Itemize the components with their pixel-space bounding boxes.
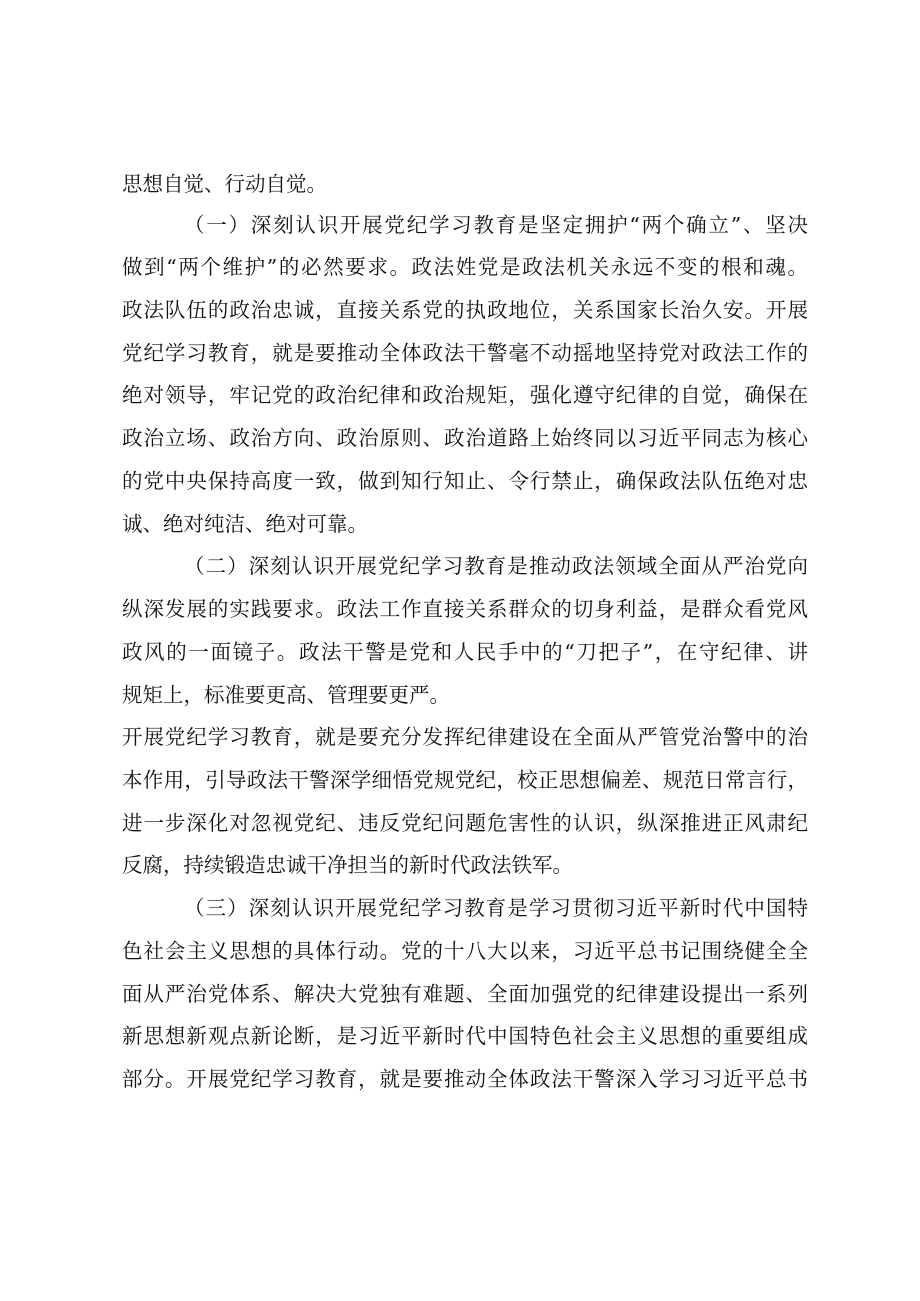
text-line: 绝对领导，牢记党的政治纪律和政治规矩，强化遵守纪律的自觉，确保在 bbox=[122, 383, 808, 407]
text-line: 思想自觉、行动自觉。 bbox=[122, 172, 327, 196]
text-line: 诚、绝对纯洁、绝对可靠。 bbox=[122, 512, 368, 536]
text-line: 纵深发展的实践要求。政法工作直接关系群众的切身利益，是群众看党风 bbox=[122, 597, 808, 621]
text-line: 开展党纪学习教育，就是要充分发挥纪律建设在全面从严管党治警中的治 bbox=[122, 725, 808, 749]
text-line: 新思想新观点新论断，是习近平新时代中国特色社会主义思想的重要组成 bbox=[122, 1024, 808, 1048]
section-heading-line: （一）深刻认识开展党纪学习教育是坚定拥护“两个确立”、坚决 bbox=[184, 213, 808, 237]
text-line: 面从严治党体系、解决大党独有难题、全面加强党的纪律建设提出一系列 bbox=[122, 982, 808, 1006]
text-line: 反腐，持续锻造忠诚干净担当的新时代政法铁军。 bbox=[122, 853, 573, 877]
text-line: 政风的一面镜子。政法干警是党和人民手中的“刀把子”，在守纪律、讲 bbox=[122, 640, 808, 664]
text-line: 做到“两个维护”的必然要求。政法姓党是政法机关永远不变的根和魂。 bbox=[122, 255, 808, 279]
section-heading-line: （二）深刻认识开展党纪学习教育是推动政法领域全面从严治党向 bbox=[184, 554, 808, 578]
text-line: 色社会主义思想的具体行动。党的十八大以来，习近平总书记围绕健全全 bbox=[122, 939, 808, 963]
text-line: 的党中央保持高度一致，做到知行知止、令行禁止，确保政法队伍绝对忠 bbox=[122, 469, 808, 493]
text-line: 政法队伍的政治忠诚，直接关系党的执政地位，关系国家长治久安。开展 bbox=[122, 298, 808, 322]
text-line: 政治立场、政治方向、政治原则、政治道路上始终同以习近平同志为核心 bbox=[122, 426, 808, 450]
text-line: 党纪学习教育，就是要推动全体政法干警毫不动摇地坚持党对政法工作的 bbox=[122, 341, 808, 365]
section-heading-line: （三）深刻认识开展党纪学习教育是学习贯彻习近平新时代中国特 bbox=[184, 896, 808, 920]
text-line: 本作用，引导政法干警深学细悟党规党纪，校正思想偏差、规范日常言行， bbox=[122, 768, 808, 792]
text-line: 规矩上，标准要更高、管理要更严。 bbox=[122, 683, 450, 707]
text-line: 部分。开展党纪学习教育，就是要推动全体政法干警深入学习习近平总书 bbox=[122, 1067, 808, 1091]
text-line: 进一步深化对忽视党纪、违反党纪问题危害性的认识，纵深推进正风肃纪 bbox=[122, 811, 808, 835]
